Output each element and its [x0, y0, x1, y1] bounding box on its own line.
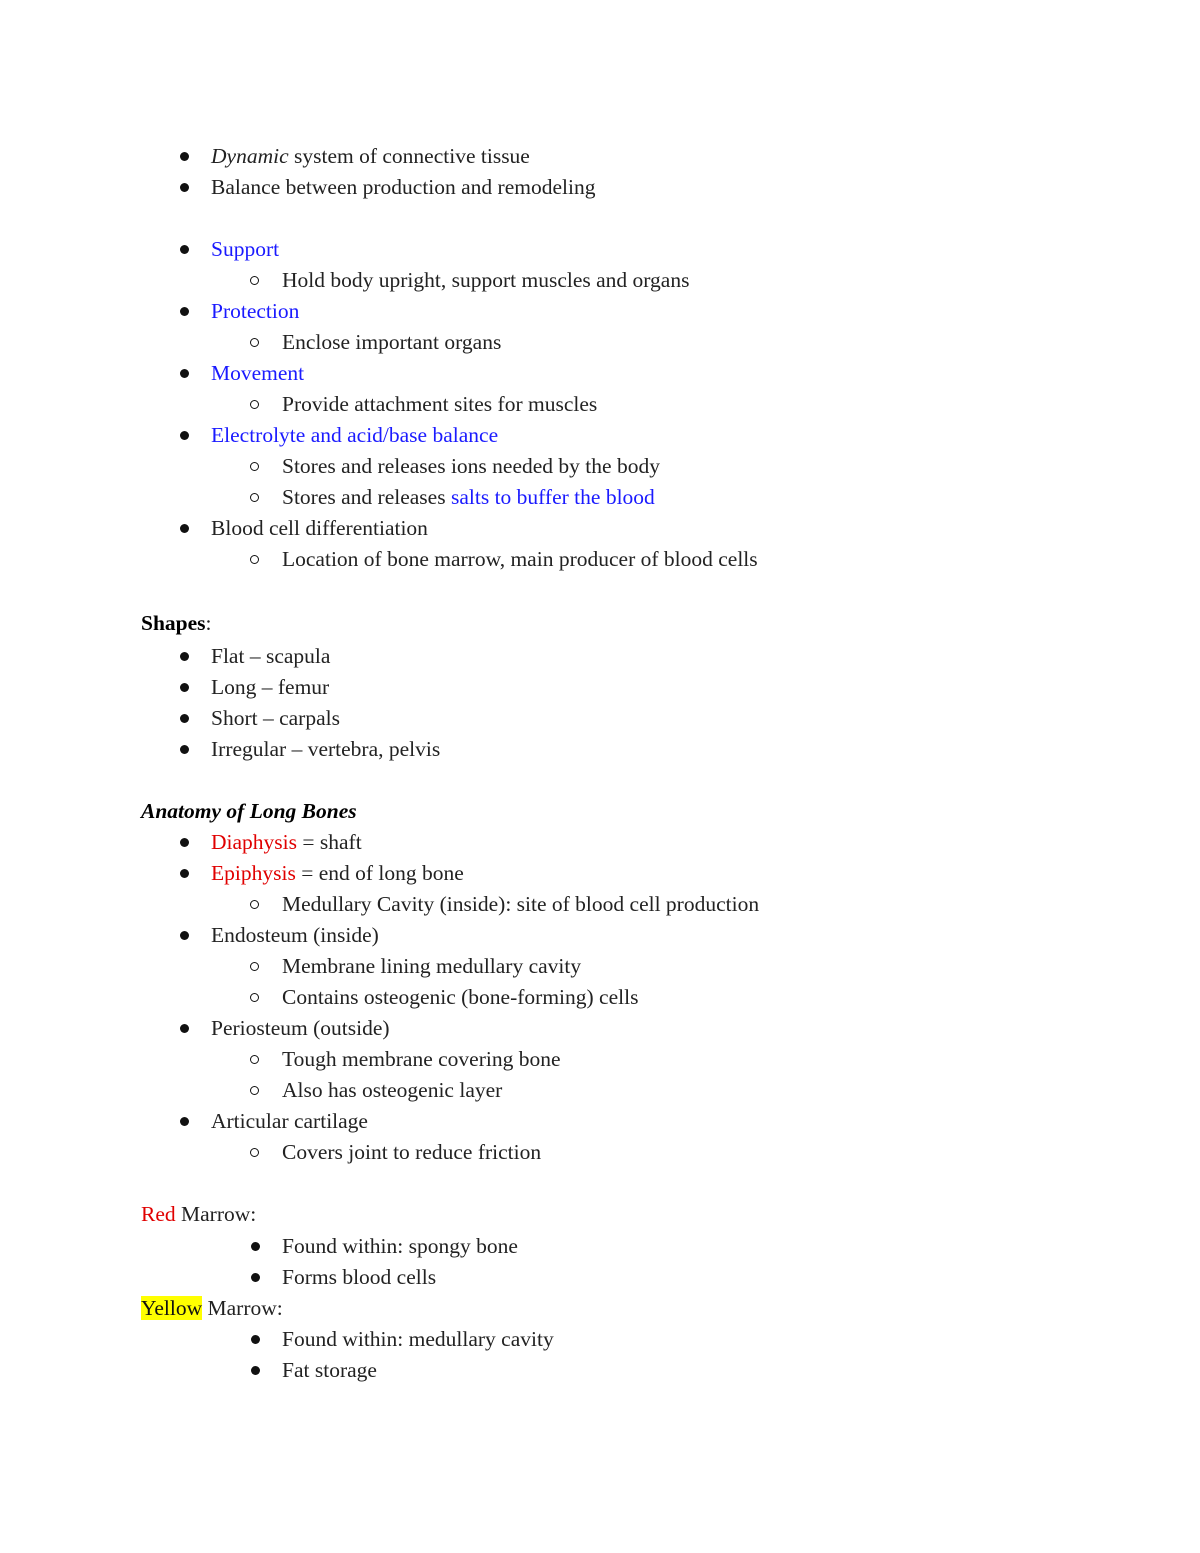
bullet-icon [180, 152, 189, 161]
circle-bullet-icon [250, 276, 259, 285]
dynamic-term: Dynamic [211, 144, 289, 168]
sub-list-item: Stores and releases ions needed by the body [282, 454, 660, 478]
function-support: Support [211, 237, 280, 261]
bullet-icon [251, 1335, 260, 1344]
function-movement: Movement [211, 361, 305, 385]
bullet-icon [180, 1117, 189, 1126]
bullet-icon [180, 524, 189, 533]
list-item-text: = shaft [297, 830, 362, 854]
yellow-word: Yellow [141, 1296, 203, 1320]
sub-list-item: Membrane lining medullary cavity [282, 954, 582, 978]
red-marrow-heading [141, 1200, 256, 1228]
list-item: Articular cartilage [211, 1109, 368, 1133]
sub-list-item: Location of bone marrow, main producer of blood cells [282, 547, 758, 571]
bullet-icon [180, 838, 189, 847]
bullet-icon [180, 931, 189, 940]
sub-list-item: Medullary Cavity (inside): site of blood cell production [282, 892, 760, 916]
function-blood: Blood cell differentiation [211, 516, 428, 540]
circle-bullet-icon [250, 400, 259, 409]
bullet-icon [180, 714, 189, 723]
list-item: Fat storage [282, 1358, 377, 1382]
circle-bullet-icon [250, 1055, 259, 1064]
function-protection: Protection [211, 299, 300, 323]
circle-bullet-icon [250, 900, 259, 909]
bullet-icon [180, 683, 189, 692]
list-item: Forms blood cells [282, 1265, 437, 1289]
sub-list-item: Covers joint to reduce friction [282, 1140, 542, 1164]
bullet-icon [251, 1366, 260, 1375]
diaphysis-term: Diaphysis [211, 830, 297, 854]
circle-bullet-icon [250, 555, 259, 564]
list-item [211, 828, 362, 856]
bullet-icon [180, 869, 189, 878]
shapes-heading-text: Shapes [141, 611, 206, 635]
circle-bullet-icon [250, 993, 259, 1002]
red-marrow-label: Marrow: [175, 1202, 257, 1226]
list-item-text: system of connective tissue [288, 144, 530, 168]
list-item: Irregular – vertebra, pelvis [211, 737, 441, 761]
bullet-icon [180, 183, 189, 192]
bullet-icon [180, 652, 189, 661]
circle-bullet-icon [250, 462, 259, 471]
list-item: Found within: spongy bone [282, 1234, 518, 1258]
list-item-text: = end of long bone [295, 861, 464, 885]
yellow-marrow-heading [141, 1294, 283, 1322]
sub-list-item: Contains osteogenic (bone-forming) cells [282, 985, 639, 1009]
shapes-heading-colon: : [205, 611, 212, 635]
bullet-icon [180, 1024, 189, 1033]
anatomy-heading: Anatomy of Long Bones [141, 799, 357, 823]
epiphysis-term: Epiphysis [211, 861, 296, 885]
sub-list-item: Enclose important organs [282, 330, 502, 354]
sub-list-item: Also has osteogenic layer [282, 1078, 503, 1102]
function-electrolyte: Electrolyte and acid/base balance [211, 423, 499, 447]
list-item [211, 859, 464, 887]
list-item: Found within: medullary cavity [282, 1327, 554, 1351]
sub-list-item-text: Stores and releases [282, 485, 451, 509]
bullet-icon [180, 245, 189, 254]
circle-bullet-icon [250, 962, 259, 971]
sub-list-item: Hold body upright, support muscles and organs [282, 268, 690, 292]
circle-bullet-icon [250, 338, 259, 347]
red-word: Red [141, 1202, 176, 1226]
list-item: Periosteum (outside) [211, 1016, 390, 1040]
bullet-icon [180, 307, 189, 316]
bullet-icon [180, 369, 189, 378]
highlighted-phrase: salts to buffer the blood [450, 485, 655, 509]
circle-bullet-icon [250, 1148, 259, 1157]
bullet-icon [251, 1273, 260, 1282]
sub-list-item [282, 483, 655, 511]
list-item: Short – carpals [211, 706, 340, 730]
bullet-icon [251, 1242, 260, 1251]
list-item: Endosteum (inside) [211, 923, 379, 947]
circle-bullet-icon [250, 1086, 259, 1095]
sub-list-item: Provide attachment sites for muscles [282, 392, 598, 416]
shapes-heading [141, 609, 212, 637]
list-item: Flat – scapula [211, 644, 331, 668]
list-item: Long – femur [211, 675, 330, 699]
yellow-marrow-label: Marrow: [202, 1296, 283, 1320]
bullet-icon [180, 431, 189, 440]
circle-bullet-icon [250, 493, 259, 502]
sub-list-item: Tough membrane covering bone [282, 1047, 561, 1071]
list-item [211, 142, 530, 170]
list-item: Balance between production and remodeling [211, 175, 596, 199]
bullet-icon [180, 745, 189, 754]
